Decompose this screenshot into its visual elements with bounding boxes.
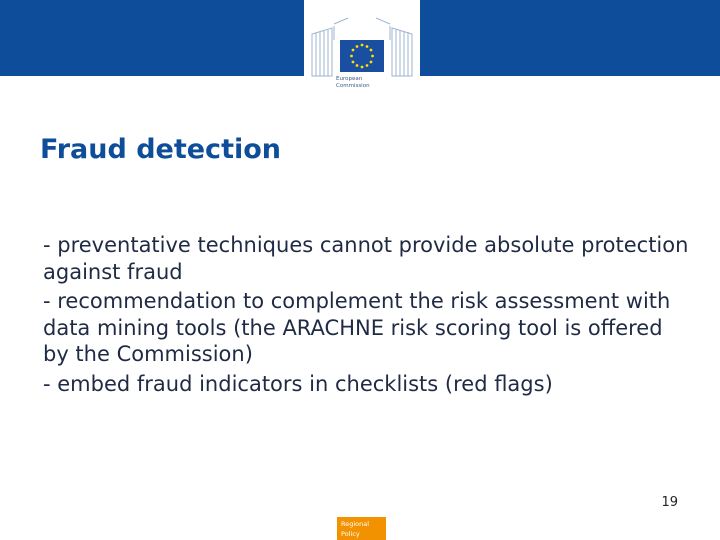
bullet-list [43, 232, 693, 400]
bullet-item: - preventative techniques cannot provide absolute protection against fraud [43, 233, 689, 284]
page-number: 19 [661, 495, 678, 510]
european-commission-logo [304, 0, 420, 100]
bullet-item: - recommendation to complement the risk assessment with data mining tools (the ARACHNE risk scoring tool is offered by the Commission) [43, 289, 671, 366]
bullet-item: - embed fraud indicators in checklists (red flags) [43, 371, 553, 396]
regional-policy-tag: Regional Policy [337, 517, 386, 540]
logo-text: European Commission [336, 76, 370, 89]
page-title: Fraud detection [40, 134, 281, 165]
